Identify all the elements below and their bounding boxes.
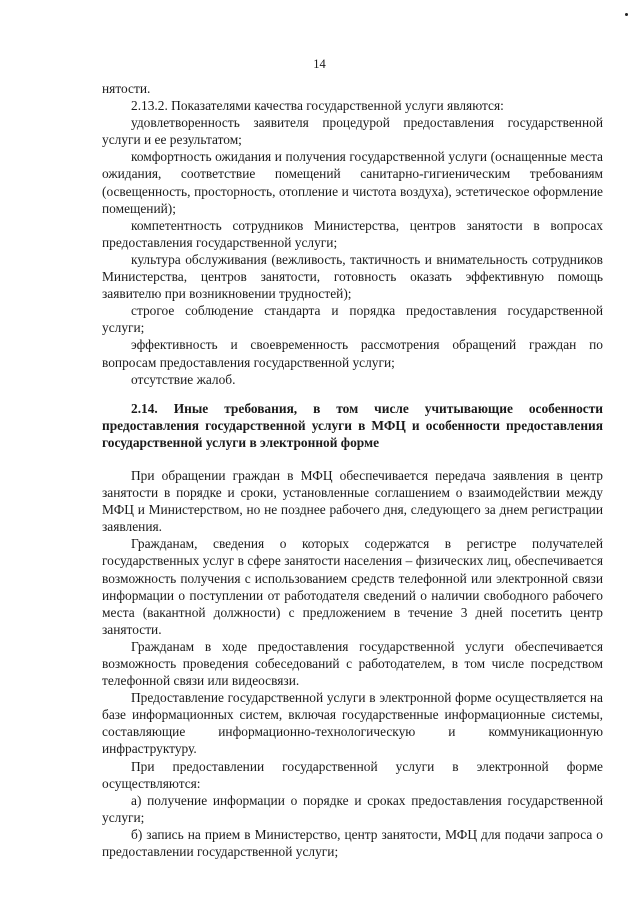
paragraph-continuation: нятости. bbox=[102, 81, 151, 96]
quality-indicator-standard-compliance: строгое соблюдение стандарта и порядка предоставления государственной услуги; bbox=[102, 303, 603, 336]
document-body bbox=[102, 80, 603, 860]
list-item-b: б) запись на прием в Министерство, центр занятости, МФЦ для подачи запроса о предоставлении государственной услуги; bbox=[102, 826, 603, 860]
quality-indicator-service-culture: культура обслуживания (вежливость, тактичность и внимательность сотрудников Министерства, центров занятости, готовность оказать эффективную помощь заявителю при возникновении трудностей); bbox=[102, 251, 603, 302]
page-number: 14 bbox=[313, 57, 326, 71]
quality-indicator-competence: компетентность сотрудников Министерства, центров занятости в вопросах предоставления государственной услуги; bbox=[102, 217, 603, 250]
paragraph-electronic-form-basis: Предоставление государственной услуги в электронной форме осуществляется на базе информационных систем, включая государственные информационные системы, составляющие информационно-технологическую и коммуникационную инфраструктуру. bbox=[102, 690, 603, 757]
list-item-a: а) получение информации о порядке и сроках предоставления государственной услуги; bbox=[102, 792, 603, 825]
section-2-14-heading: 2.14. Иные требования, в том числе учитывающие особенности предоставления государственной услуги в МФЦ и особенности предоставления государственной услуги в электронной форме bbox=[102, 400, 603, 450]
scan-dot-mark bbox=[625, 13, 628, 16]
quality-indicator-satisfaction: удовлетворенность заявителя процедурой предоставления государственной услуги и ее результатом; bbox=[102, 115, 603, 148]
paragraph-electronic-form-list-intro: При предоставлении государственной услуги в электронной форме осуществляются: bbox=[102, 758, 603, 791]
quality-indicator-comfort: комфортность ожидания и получения государственной услуги (оснащенные места ожидания, соответствие помещений санитарно-гигиеническим требованиям (освещенность, просторность, отопление и чистота воздуха), эстетическое оформление помещений); bbox=[102, 149, 603, 216]
paragraph-interviews: Гражданам в ходе предоставления государственной услуги обеспечивается возможность проведения собеседований с работодателем, в том числе посредством телефонной связи или видеосвязи. bbox=[102, 638, 603, 689]
quality-indicator-timeliness: эффективность и своевременность рассмотрения обращений граждан по вопросам предоставления государственной услуги; bbox=[102, 337, 603, 370]
paragraph-registry-notification: Гражданам, сведения о которых содержатся в регистре получателей государственных услуг в сфере занятости населения – физических лиц, обеспечивается возможность получения с использованием средств телефонной или электронной связи информации о поступлении от работодателя сведений о наличии свободного рабочего места (вакантной должности) с предложением в течение 3 дней посетить центр занятости. bbox=[102, 536, 603, 637]
paragraph-mfc-transfer: При обращении граждан в МФЦ обеспечивается передача заявления в центр занятости в порядке и сроки, установленные соглашением о взаимодействии между МФЦ и Министерством, но не позднее рабочего дня, следующего за днем регистрации заявления. bbox=[102, 467, 603, 535]
quality-indicator-no-complaints: отсутствие жалоб. bbox=[131, 371, 236, 387]
paragraph-2-13-2-intro: 2.13.2. Показателями качества государственной услуги являются: bbox=[131, 98, 504, 114]
